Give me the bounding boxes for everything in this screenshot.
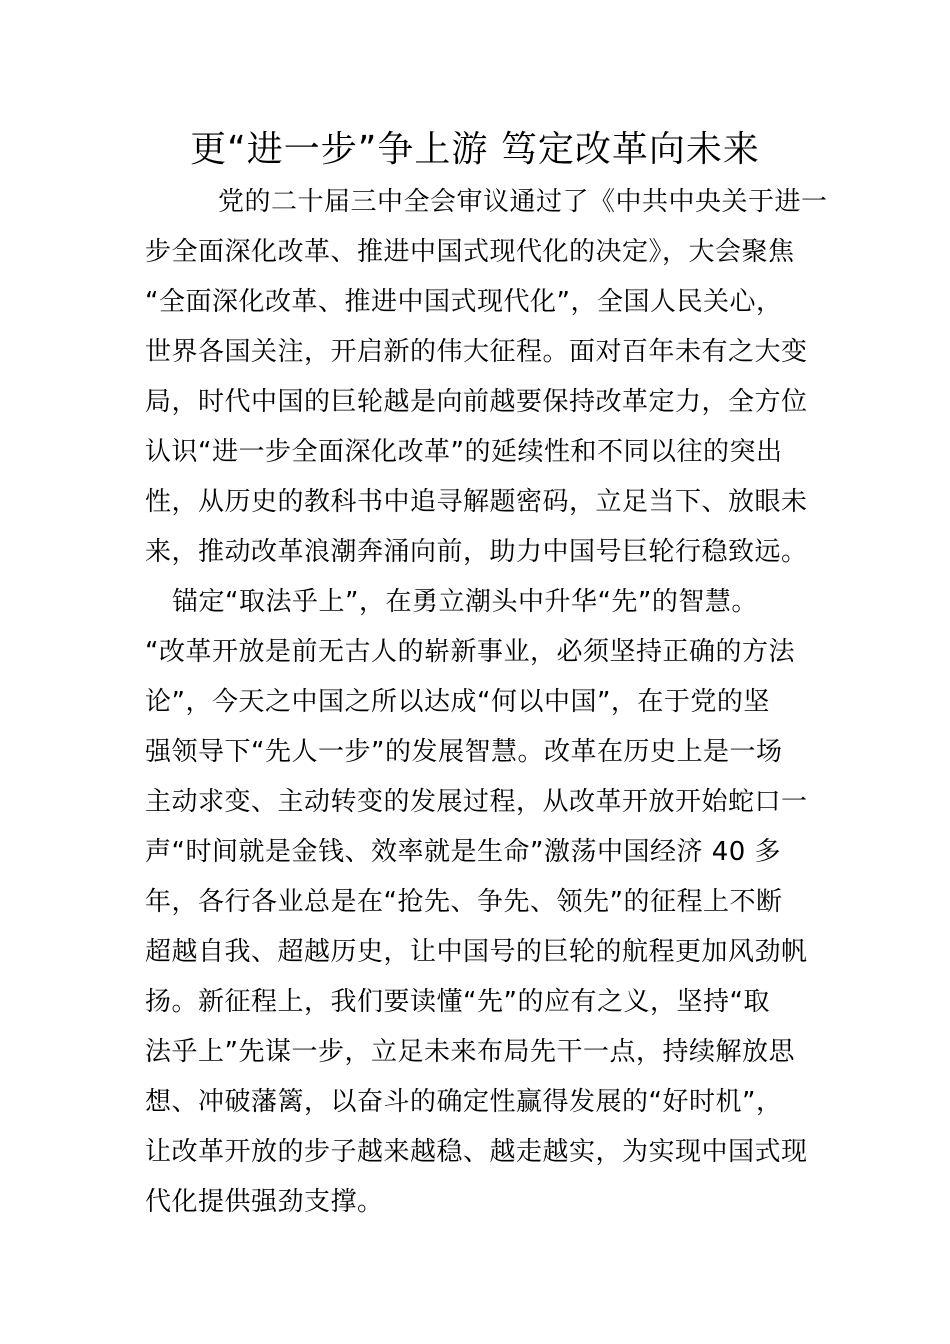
text-line: 主动求变、主动转变的发展过程，从改革开放开始蛇口一 — [145, 787, 808, 817]
text-line: 论”，今天之中国之所以达成“何以中国”，在于党的坚 — [145, 687, 770, 717]
text-line: 性，从历史的教科书中追寻解题密码，立足当下、放眼未 — [145, 487, 808, 517]
text-line: 局，时代中国的巨轮越是向前越要保持改革定力，全方位 — [145, 387, 808, 417]
text-line: 法乎上”先谋一步，立足未来布局先干一点，持续解放思 — [145, 1037, 795, 1067]
text-line: “改革开放是前无古人的崭新事业，必须坚持正确的方法 — [145, 637, 795, 667]
text-line: 来，推动改革浪潮奔涌向前，助力中国号巨轮行稳致远。 — [145, 537, 808, 567]
text-line: 党的二十届三中全会审议通过了《中共中央关于进一 — [218, 187, 828, 217]
text-line: 认识“进一步全面深化改革”的延续性和不同以往的突出 — [145, 437, 783, 467]
text-line: 代化提供强劲支撑。 — [145, 1187, 384, 1217]
text-line: 世界各国关注，开启新的伟大征程。面对百年未有之大变 — [145, 337, 808, 367]
text-line: 想、冲破藩篱，以奋斗的确定性赢得发展的“好时机”， — [145, 1087, 783, 1117]
text-line: 强领导下“先人一步”的发展智慧。改革在历史上是一场 — [145, 737, 783, 767]
text-line: 让改革开放的步子越来越稳、越走越实，为实现中国式现 — [145, 1137, 808, 1167]
text-line: 锚定“取法乎上”，在勇立潮头中升华“先”的智慧。 — [172, 587, 758, 617]
text-line: 年，各行各业总是在“抢先、争先、领先”的征程上不断 — [145, 887, 783, 917]
text-line: 步全面深化改革、推进中国式现代化的决定》，大会聚焦 — [145, 237, 795, 267]
text-line: “全面深化改革、推进中国式现代化”，全国人民关心， — [145, 287, 783, 317]
document-title: 更“进一步”争上游 笃定改革向未来 — [190, 129, 760, 170]
text-line: 扬。新征程上，我们要读懂“先”的应有之义，坚持“取 — [145, 987, 770, 1017]
text-line: 超越自我、超越历史，让中国号的巨轮的航程更加风劲帆 — [145, 937, 808, 967]
text-line: 声“时间就是金钱、效率就是生命”激荡中国经济 40 多 — [145, 837, 782, 867]
